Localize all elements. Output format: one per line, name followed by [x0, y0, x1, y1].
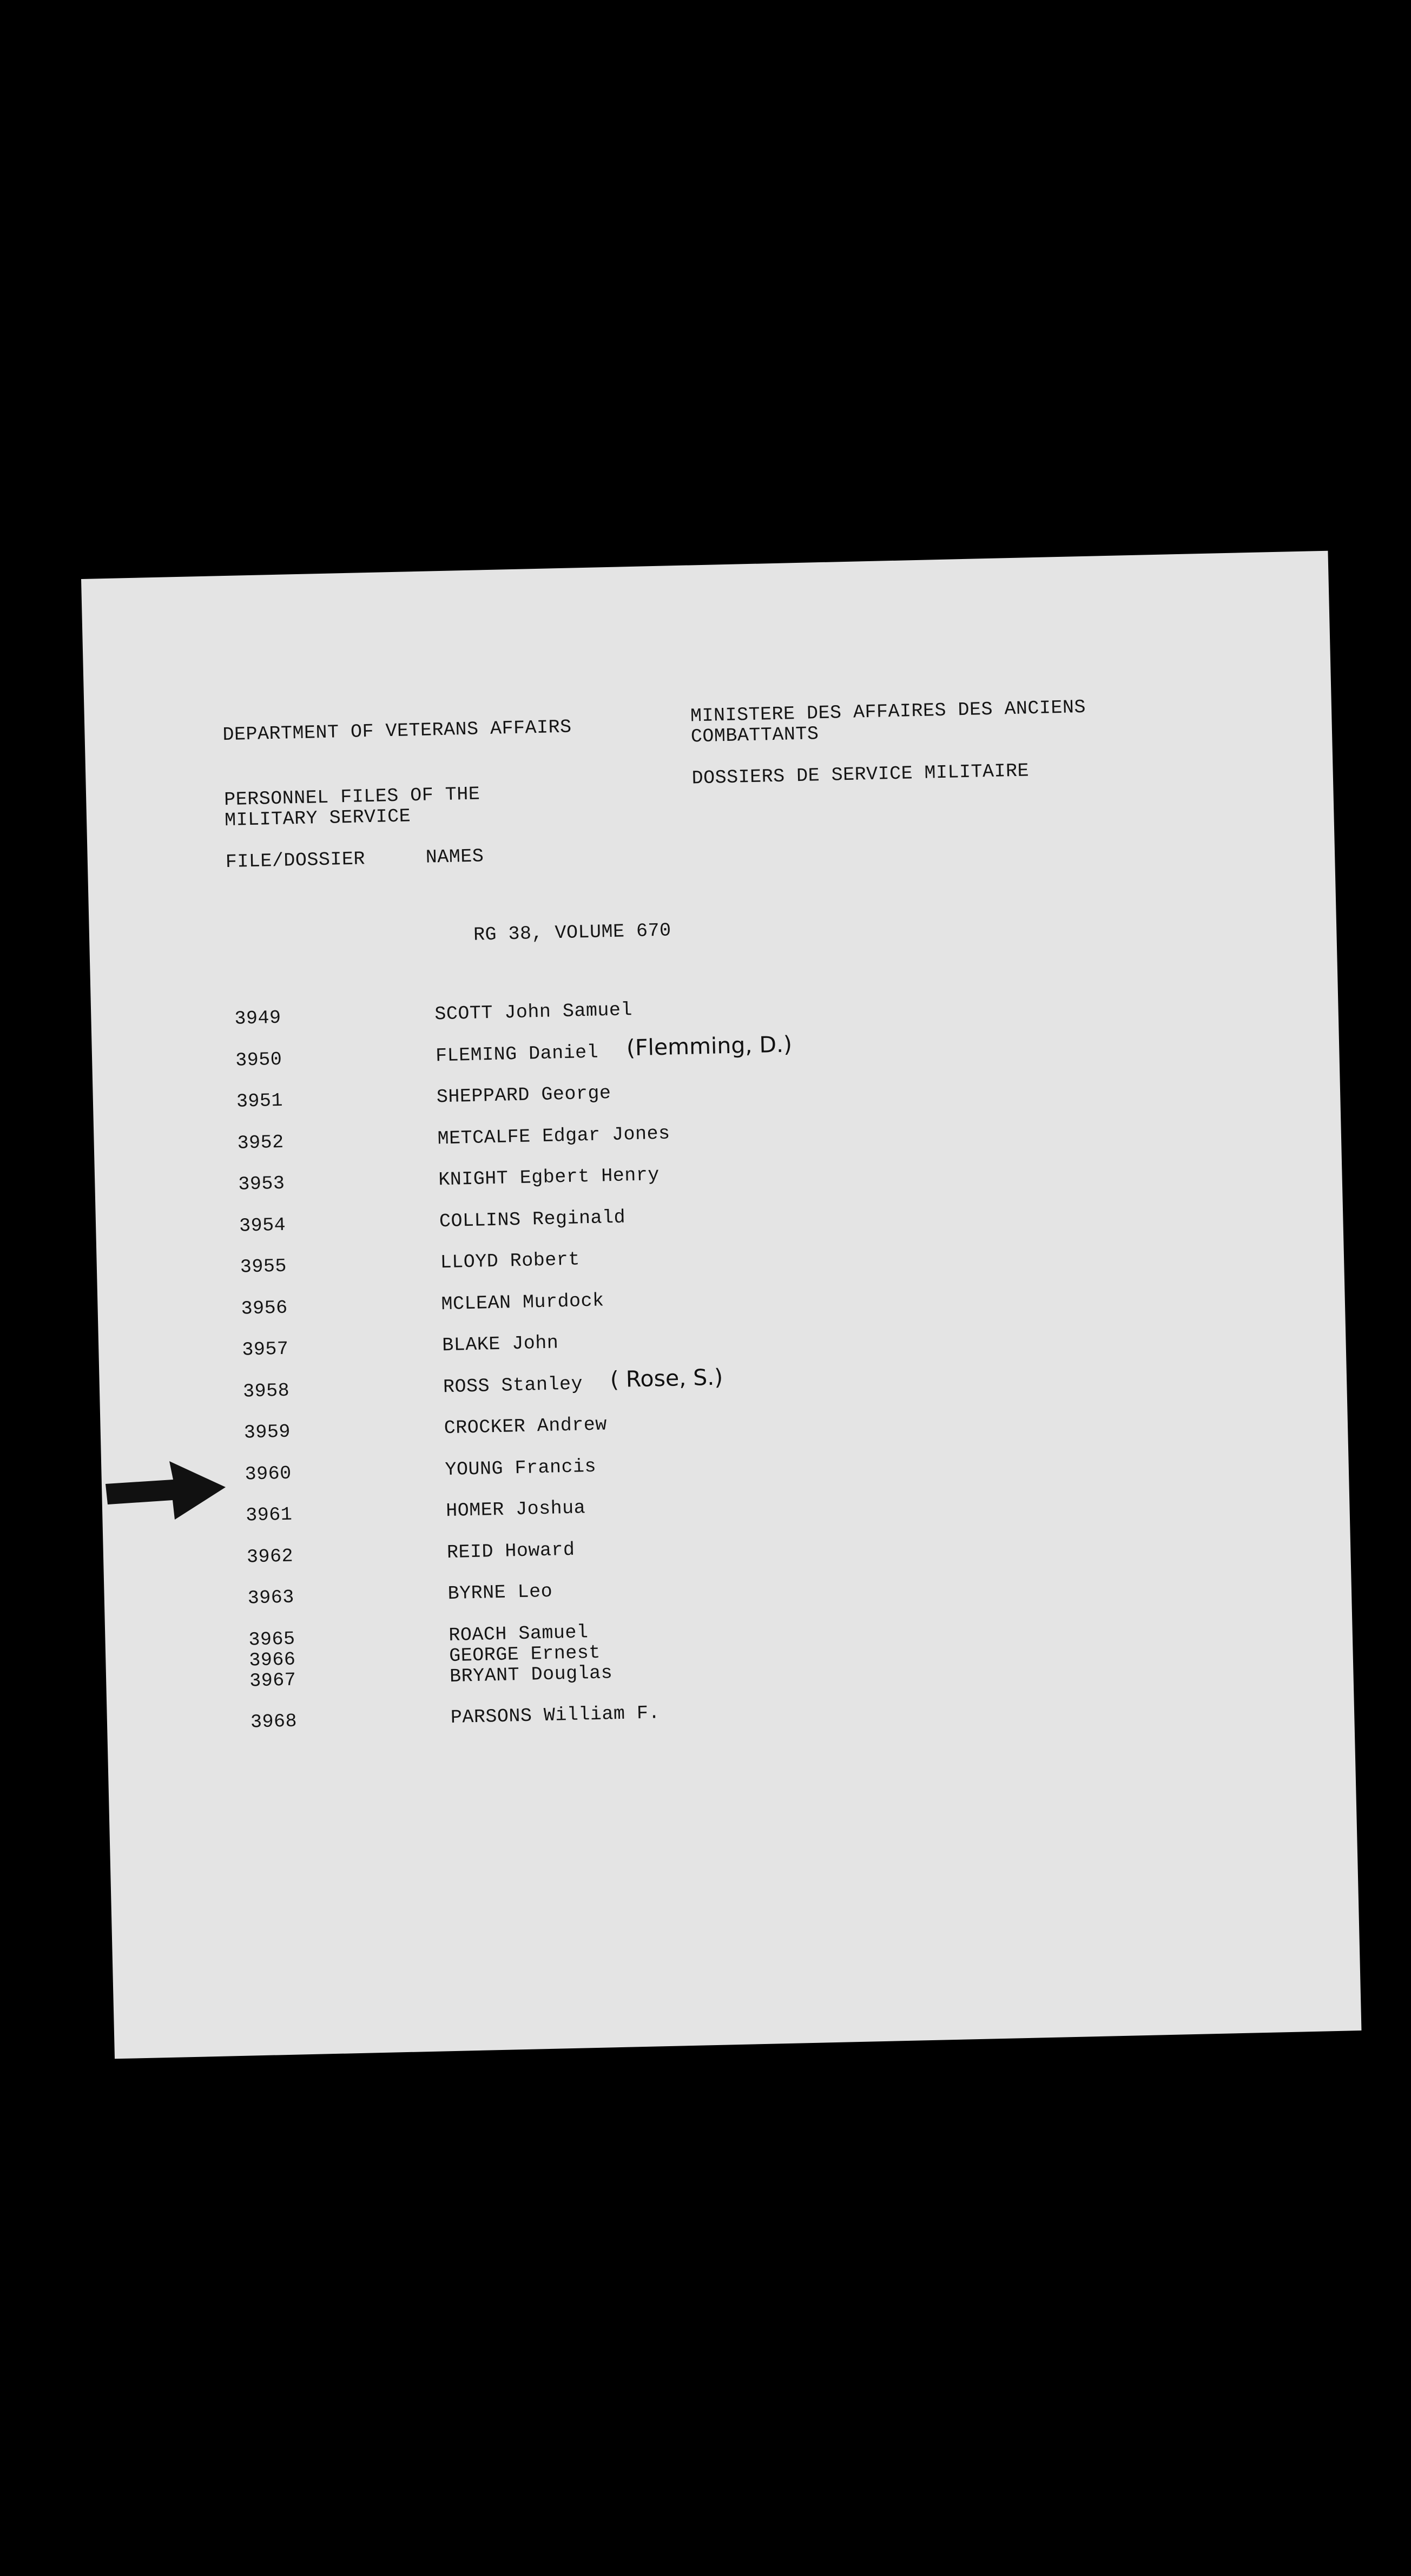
record-name: SHEPPARD George — [436, 1082, 611, 1108]
record-file-number: 3958 — [242, 1379, 290, 1403]
record-row — [249, 1662, 613, 1692]
record-name: KNIGHT Egbert Henry — [438, 1164, 660, 1191]
record-name: YOUNG Francis — [445, 1455, 597, 1481]
column-header-names: NAMES — [425, 845, 484, 869]
header-files-fr: DOSSIERS DE SERVICE MILITAIRE — [691, 760, 1030, 790]
record-name: REID Howard — [446, 1539, 575, 1564]
record-handwritten-note: ( Rose, S.) — [610, 1364, 723, 1393]
record-row — [238, 1164, 660, 1196]
arrow-right-icon — [106, 1461, 227, 1521]
record-row — [243, 1414, 608, 1444]
record-row — [250, 1702, 661, 1733]
record-name: BLAKE John — [441, 1332, 559, 1357]
record-name: BRYANT Douglas — [449, 1662, 613, 1688]
record-file-number: 3950 — [235, 1048, 282, 1072]
record-file-number: 3952 — [237, 1131, 285, 1154]
record-name: CROCKER Andrew — [444, 1414, 608, 1440]
header-files-en-line2: MILITARY SERVICE — [224, 805, 411, 832]
record-name: MCLEAN Murdock — [441, 1290, 605, 1316]
record-name: METCALFE Edgar Jones — [437, 1122, 671, 1150]
record-file-number: 3967 — [249, 1669, 296, 1692]
record-file-number: 3966 — [248, 1648, 296, 1672]
record-file-number: 3949 — [234, 1007, 281, 1030]
record-row — [236, 1082, 611, 1113]
record-file-number: 3965 — [248, 1628, 296, 1651]
header-department-fr-line2: COMBATTANTS — [690, 723, 819, 748]
record-file-number: 3955 — [240, 1255, 287, 1278]
record-file-number: 3953 — [238, 1172, 285, 1195]
record-name: FLEMING Daniel — [435, 1041, 599, 1067]
record-name: HOMER Joshua — [445, 1497, 586, 1522]
record-name: PARSONS William F. — [450, 1702, 661, 1729]
record-row — [234, 999, 633, 1030]
volume-label: RG 38, VOLUME 670 — [473, 919, 672, 946]
column-header-file: FILE/DOSSIER — [225, 848, 366, 873]
header-department-fr-line1: MINISTERE DES AFFAIRES DES ANCIENS — [690, 696, 1086, 727]
record-name: SCOTT John Samuel — [434, 999, 633, 1026]
record-name: GEORGE Ernest — [449, 1641, 601, 1667]
record-file-number: 3954 — [239, 1214, 286, 1237]
record-file-number: 3962 — [246, 1545, 294, 1568]
record-name: COLLINS Reginald — [439, 1206, 626, 1233]
header-department-en: DEPARTMENT OF VETERANS AFFAIRS — [222, 716, 572, 746]
record-name: ROSS Stanley — [443, 1373, 583, 1398]
record-name: ROACH Samuel — [449, 1621, 589, 1647]
record-file-number: 3951 — [236, 1089, 283, 1113]
record-file-number: 3960 — [245, 1462, 292, 1486]
record-file-number: 3959 — [243, 1421, 291, 1444]
record-file-number: 3961 — [245, 1503, 293, 1527]
header-files-en-line1: PERSONNEL FILES OF THE — [223, 783, 480, 811]
record-name: LLOYD Robert — [440, 1248, 581, 1274]
document-page — [81, 551, 1361, 2059]
record-file-number: 3968 — [250, 1710, 298, 1733]
record-row — [235, 1031, 793, 1072]
record-row — [247, 1580, 553, 1610]
record-row — [237, 1122, 671, 1155]
record-row — [239, 1206, 626, 1238]
record-file-number: 3963 — [247, 1586, 295, 1609]
record-file-number: 3956 — [241, 1297, 288, 1320]
record-name: BYRNE Leo — [447, 1580, 553, 1605]
record-row — [248, 1621, 589, 1651]
record-handwritten-note: (Flemming, D.) — [626, 1031, 793, 1061]
record-file-number: 3957 — [241, 1338, 289, 1361]
